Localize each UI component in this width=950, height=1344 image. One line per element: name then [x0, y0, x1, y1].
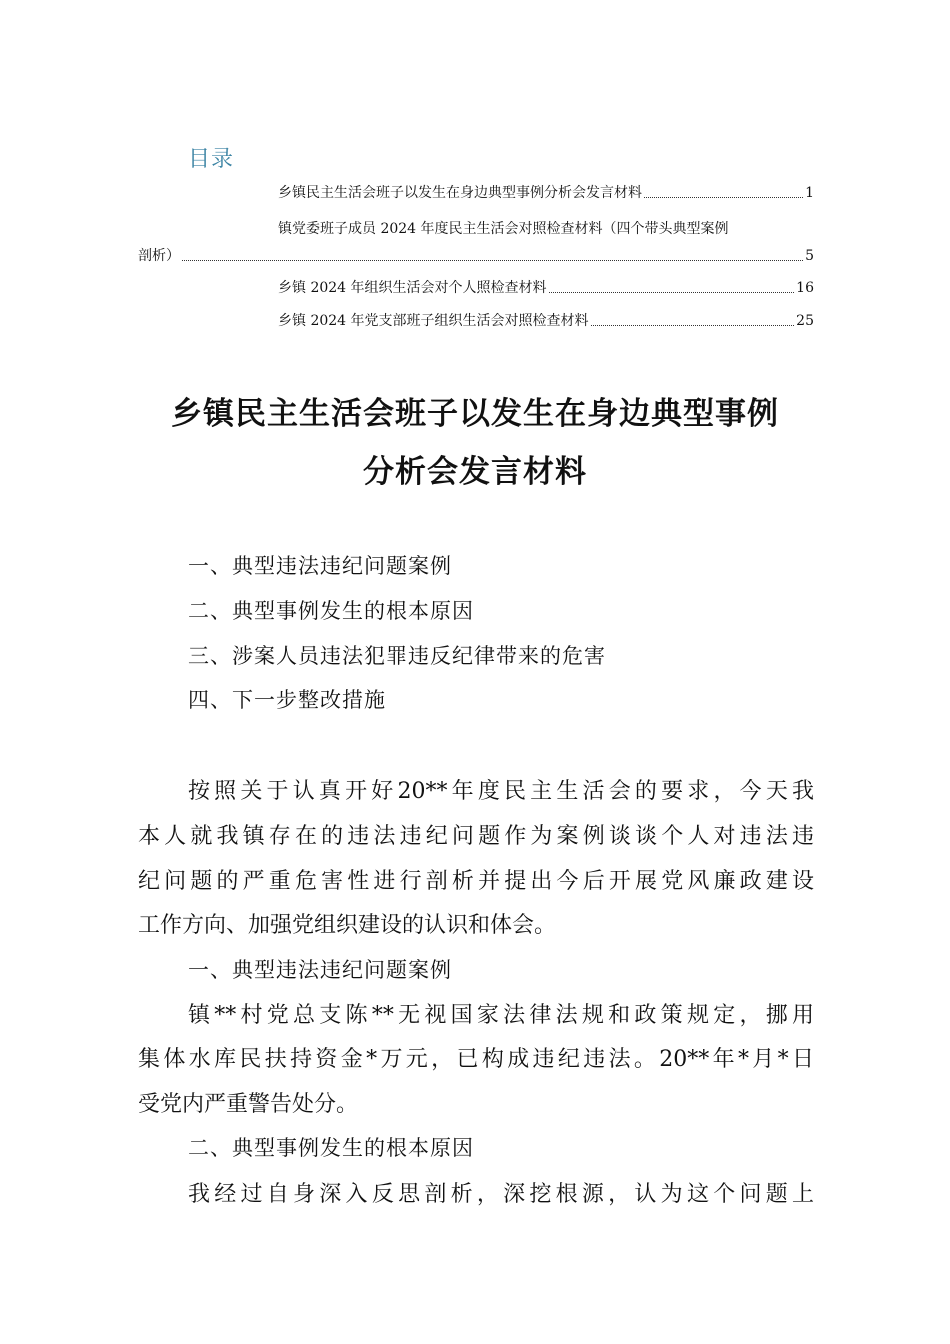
section-heading: 一、典型违法违纪问题案例 [188, 958, 452, 982]
document-title-line2: 分析会发言材料 [363, 454, 587, 490]
toc-page-number: 5 [805, 248, 814, 264]
toc-page-number: 25 [796, 313, 814, 329]
toc-entry-text: 乡镇 2024 年组织生活会对个人照检查材料 [278, 280, 547, 296]
body-text-line: 本人就我镇存在的违法违纪问题作为案例谈谈个人对违法违 [138, 824, 814, 849]
toc-entry[interactable] [138, 246, 814, 266]
section-heading: 二、典型事例发生的根本原因 [188, 1136, 474, 1160]
toc-entry-text-line2: 剖析） [138, 248, 180, 264]
toc-leader [182, 260, 803, 261]
toc-entry[interactable] [138, 183, 814, 203]
toc-entry[interactable] [138, 278, 814, 298]
outline-item: 二、典型事例发生的根本原因 [188, 599, 474, 623]
outline-item: 三、涉案人员违法犯罪违反纪律带来的危害 [188, 644, 606, 668]
body-text-line: 集体水库民扶持资金*万元，已构成违纪违法。20**年*月*日 [138, 1047, 814, 1072]
toc-page-number: 16 [796, 280, 814, 296]
body-text-line: 镇**村党总支陈**无视国家法律法规和政策规定，挪用 [188, 1003, 814, 1028]
toc-leader [591, 325, 795, 326]
outline-item: 一、典型违法违纪问题案例 [188, 554, 452, 578]
toc-leader [644, 197, 803, 198]
toc-page-number: 1 [805, 185, 814, 201]
outline-item: 四、下一步整改措施 [188, 688, 386, 712]
toc-entry[interactable] [138, 311, 814, 331]
document-title-line1: 乡镇民主生活会班子以发生在身边典型事例 [171, 396, 779, 432]
toc-entry-text: 乡镇 2024 年党支部班子组织生活会对照检查材料 [278, 313, 589, 329]
body-text-line: 按照关于认真开好20**年度民主生活会的要求，今天我 [188, 779, 814, 804]
toc-entry-text-line1[interactable]: 镇党委班子成员 2024 年度民主生活会对照检查材料（四个带头典型案例 [278, 221, 729, 237]
toc-title: 目录 [188, 147, 235, 172]
body-text-line: 工作方向、加强党组织建设的认识和体会。 [138, 913, 557, 938]
toc-entry-text: 乡镇民主生活会班子以发生在身边典型事例分析会发言材料 [278, 185, 642, 201]
body-text-line: 我经过自身深入反思剖析，深挖根源，认为这个问题上 [188, 1182, 814, 1207]
body-text-line: 纪问题的严重危害性进行剖析并提出今后开展党风廉政建设 [138, 869, 814, 894]
body-text-line: 受党内严重警告处分。 [138, 1092, 359, 1117]
toc-leader [549, 292, 795, 293]
